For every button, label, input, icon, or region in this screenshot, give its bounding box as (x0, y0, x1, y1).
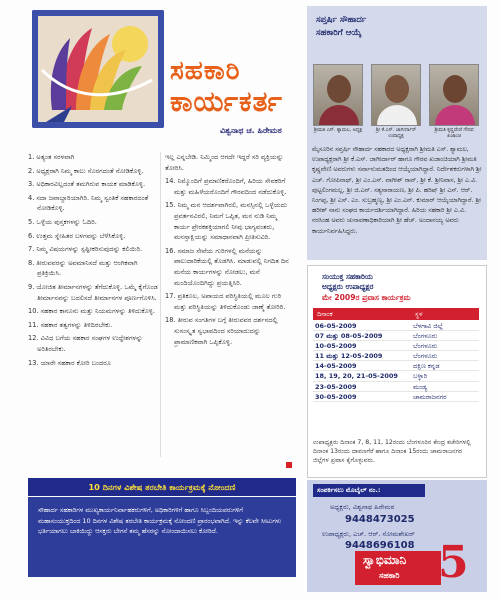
schedule-heading-line-2: ಅಧ್ಯಕ್ಷರು ಉಪಾಧ್ಯಕ್ಷರ (322, 282, 374, 291)
list-item: 18. ತೀರುವ ಸಂಗತಿಗಳ ಬಗ್ಗೆ ತೀರುವವರ ದರ್ಶನದಲ್ಲಿ ಸುಸಂಸ್ಕೃತ ಸ್ವಭಾವದಿಂದ ಸರಿಯಾದುದನ್ನು ಪ್ರಾಮಾಣಿಕವಾಗಿ ಒಪ್ಪಿಕೊಳ್ಳಿ. (165, 316, 278, 346)
list-item: 17. ಪ್ರತಿಕೂಲ, ಅಪಾಯದ ಪರಿಸ್ಥಿತಿಯಲ್ಲಿ ಮೂಲ ಗುರಿ ಮತ್ತು ಪರಿಸ್ಥಿತಿಯನ್ನು ತಿಳಿದುಕೊಂಡು ಜಾಣ್ಮೆ ತೋರಿರಿ. (165, 292, 286, 311)
schedule-heading (322, 272, 373, 292)
schedule-table-header (313, 308, 479, 320)
contact-person-1: ಅಧ್ಯಕ್ಷರು, ವಿಶ್ವನಾಥ ಹಿರೇಮಠ (330, 503, 395, 511)
article-title (170, 58, 283, 116)
continued-text: ಇಲ್ಲ ಎನ್ನಬೇಡಿ. ನಿಮ್ಮಿಂದ ಆಗದೇ ಇದ್ದರೆ ಸರಿ ವ್ಯಕ್ತಿಯನ್ನು ತೋರಿಸಿ. (165, 153, 284, 172)
panel-title-line-2: ಸಹಕಾರಿಗೆ ಆಯ್ಕೆ (316, 28, 362, 38)
list-item: 1. ಅತ್ಯಂತ ಸರಳವಾಗಿ (28, 153, 75, 161)
table-row (313, 392, 479, 402)
contact-label: ಸಂಪರ್ಕಿಸಲು ಮೊಬೈಲ್ ನಂ.: (313, 484, 425, 497)
table-row (313, 331, 479, 341)
panel-title (316, 14, 366, 40)
article-end-marker (286, 462, 292, 468)
header-date: ದಿನಾಂಕ (317, 310, 333, 318)
list-item: 13. ಯಾರೇ ಸಹಕಾರ ಕೋರಿ ಬಂದರೂ (28, 358, 111, 367)
portrait-photo (313, 64, 363, 126)
registration-banner: 10 ದಿನಗಳ ವಿಶೇಷ ತರಬೇತಿ ಕಾರ್ಯಕ್ರಮಕ್ಕೆ ನೋಂದಣಿ (28, 478, 296, 496)
schedule-subheading: ಮೇ 2009ರ ಪ್ರವಾಸ ಕಾರ್ಯಕ್ರಮ (322, 293, 411, 302)
photo-caption: ಶ್ರೀಮತಿ ಎಸ್. ಶ್ಯಾಮಲ, ಅಧ್ಯಕ್ಷ (313, 128, 363, 133)
portrait-body (377, 105, 417, 126)
table-row (313, 351, 479, 361)
schedule-table (313, 321, 479, 402)
list-item: 11. ಸಹಕಾರ ತತ್ವಗಳನ್ನು ತಿಳಿದಿರಬೇಕು. (28, 320, 113, 329)
row-date: 10-05-2009 (315, 342, 357, 351)
column-divider (160, 152, 161, 457)
title-line-2: ಕಾರ್ಯಕರ್ತ (170, 85, 283, 118)
list-item: 4. ಸದಾ ಜವಾಬ್ದಾರಿಯಾಗಿರಿ. ನಿಮ್ಮ ಸ್ವಂತಿಕೆ ಸಹಕಾರದಂತೆ ನೋಡಿಕೊಳ್ಳಿ. (28, 193, 149, 213)
article-column-left (28, 152, 158, 371)
list-item: 8. ತೀರುವವರನ್ನು ಅವಮಾನಿಸದೆ ಮತ್ತು ಆಂಗಿಕವಾಗಿ ಪ್ರತಿಕ್ರಿಯಿಸಿ. (28, 258, 138, 278)
list-item: 3. ಅಧಿಕಾರವಿಲ್ಲದಂತೆ ತಮಗಿರುವ ಕಾಯಕ ಮಾಡಿಕೊಳ್ಳಿ. (28, 180, 146, 189)
list-item: 16. ಸಮಾಜ ಸೇವೆಯ ಗುರಿಗಳಲ್ಲಿ ಮನೆಯನ್ನು ಪಾಲುದಾರಿಕೆಯಲ್ಲಿ ತೊಡಗಿಸಿ. ಮಾಡುವಲ್ಲಿ ನಿಗದಿತ ದಿನ ಮನೆಯ ಕಾರ್ಯಗಳನ್ನು ನೋಡಲು, ಮನೆ ಮಂದಿಯೊಂದಿಗಿದ್ದು ಪ್ರಯತ್ನಿಸಿರಿ. (165, 246, 289, 287)
list-item: 7. ನಿಮ್ಮ ವಿಷಯಗಳನ್ನು ಸ್ಪಷ್ಟೀಕರಿಸುವುದನ್ನು ಕಲಿಯಿರಿ. (28, 245, 143, 254)
list-item: 14. ನಿಮ್ಮೊಂದಿಗೆ ಪ್ರಮಾಣಿಕರೊಂದಿಗೆ, ಹಿರಿಯ ಸೇವಕರಿಗೆ ಮತ್ತು ಮಹಿಳೆಯರೊಂದಿಗೆ ಗೌರವದಿಂದ ನಡೆದುಕೊಳ್ಳಿ. (165, 177, 287, 196)
phone-number-2: 9448696108 (345, 540, 415, 551)
list-item: 10. ಸಹಕಾರ ಕಾನೂನು ಮತ್ತು ನಿಯಮಗಳನ್ನು ತಿಳಿದುಕೊಳ್ಳಿ. (28, 307, 155, 316)
magazine-brand-logo (355, 551, 441, 585)
panel-title-line-1: ಸಪ್ತರ್ಷಿ ಸೌಹಾರ್ದ (316, 15, 367, 25)
list-item: 12. ವಿವಿಧ ಬಗೆಯ ಸಹಕಾರ ಸಂಘಗಳ ಉದ್ದೇಶಗಳನ್ನು ಅರಿತಿರಬೇಕು. (28, 334, 143, 353)
portrait-photo (429, 64, 479, 126)
row-place: ಬೆಂಗಳೂರು (413, 332, 438, 341)
photo-caption: ಶ್ರೀ ಕೆ.ಎಸ್. ಜಾಗೀರ್ದಾರ್ ಉಪಾಧ್ಯಕ್ಷ (375, 128, 417, 139)
row-date: 11 ಮತ್ತು 12-05-2009 (315, 352, 383, 361)
page-number: 5 (438, 537, 469, 588)
cooperative-logo-illustration (32, 10, 164, 128)
row-place: ಚಾಮರಾಜನಗರ (413, 392, 447, 401)
phone-number-1: 9448473025 (345, 514, 415, 525)
list-item: 9. ಯೋಜಿತ ತೀರ್ಮಾನಗಳನ್ನು ತೆಗೆದುಕೊಳ್ಳಿ. ಒಮ್ಮೆ ಕೈಗೊಂಡ ತೀರ್ಮಾನವನ್ನು ಬದಲಿಸದೆ ತೀರ್ಮಾನಗಳ ಪೂರ್ಣಗೊಳಿಸಿ. (28, 282, 158, 302)
list-item: 6. ಉತ್ತಮ ಸ್ನೇಹಿತರ ಬಳಗವನ್ನು ಬೆಳೆಸಿಕೊಳ್ಳಿ. (28, 231, 126, 240)
table-row (313, 361, 479, 371)
portrait-head (327, 75, 351, 103)
table-row (313, 371, 479, 381)
author-byline: ವಿಶ್ವನಾಥ ಚ. ಹಿರೇಮಠ (220, 126, 282, 135)
schedule-heading-line-1: ಸಂಯುಕ್ತ ಸಹಕಾರಿಯ (322, 272, 373, 281)
row-place: ಬೆಳಗಾವಿ ಜಿಲ್ಲೆ (413, 322, 443, 330)
brand-line-1: ಸ್ವಾಭಿಮಾನಿ (363, 553, 407, 567)
row-place: ದಕ್ಷಿಣ ಕನ್ನಡ (413, 362, 440, 371)
row-date: 06-05-2009 (315, 322, 357, 330)
row-place: ಬೆಂಗಳೂರು (413, 342, 438, 351)
brand-line-2: ಸಹಕಾರಿ (379, 570, 400, 580)
row-place: ಬಳ್ಳಾರಿ (413, 372, 428, 381)
logo-art (32, 10, 164, 128)
list-item: 2. ಅಧ್ಯಕ್ಷರಾಗಿ ನಿಮ್ಮ ಕಾಲು ಸೊರಗದಂತೆ ನೋಡಿಕೊಳ್ಳಿ. (28, 166, 144, 175)
table-row (313, 341, 479, 351)
list-item: 5. ಒಳ್ಳೆಯ ಪುಸ್ತಕಗಳನ್ನು ಓದಿರಿ. (28, 217, 97, 226)
row-date: 30-05-2009 (315, 392, 357, 401)
row-place: ಬೆಂಗಳೂರು (413, 352, 438, 361)
table-row (313, 321, 479, 331)
portrait-body (435, 105, 475, 126)
list-item: 15. ನಿಮ್ಮ ಮನ ಆದರ್ಶವಾಗಿರಲಿ, ಮನಸ್ಸಿನಲ್ಲಿ ಒಳ್ಳೆಯದು ಪ್ರವರ್ತನವಿರಲಿ, ನಿಮಗೆ ಒಪ್ಪಿತ, ಮನ ನುಡಿ ನಿಮ್ಮ ಕಾರ್ಯ ಪ್ರೇರಕಶಕ್ತಿಯಾಗಲಿ ನೀವು ಭಾಗ್ಯವಂತರು, ಮನಸ್ಸಾಕ್ಷಿಯನ್ನು ಸಮಾಧಾನವಾಗಿ ಪ್ರೀತಿಸುವಿರಿ. (165, 201, 288, 242)
registration-text: ಸೌಹಾರ್ದ ಸಹಕಾರಿಗಳ ಮುಖ್ಯಕಾರ್ಯನಿರ್ವಾಹಕರುಗಳಿಗೆ, ಅಧಿಕಾರಿಗಳಿಗೆ ಹಾಗೂ ಸಿಬ್ಬಂದಿಯವರುಗಳಿಗೆ ಮಹಾಸಂಯುಕ್ತದಿಂದ 10 ದಿನಗಳ ವಿಶೇಷ ತರಬೇತಿ ಕಾರ್ಯಕ್ರಮಕ್ಕೆ ನೋಂದಣಿ ಪ್ರಾರಂಭವಾಗಿದೆ. ಇನ್ನು ಕೆಲವೇ ಸೀಟುಗಳು ಭರ್ತಿಯಾಗಲು ಬಾಕಿಯಿದ್ದು ಆಸಕ್ತರು ಬೇಗನೆ ತಮ್ಮ ಹೆಸರನ್ನು ನೋಂದಾಯಿಸಲು ಕೋರಿದೆ. (28, 497, 296, 577)
article-column-middle (165, 152, 293, 350)
contact-person-2: ಉಪಾಧ್ಯಕ್ಷರು, ಎಚ್. ಆರ್. ಸೋಮಶೇಖರ್ (322, 530, 415, 538)
title-line-1: ಸಹಕಾರಿ (170, 56, 241, 86)
row-date: 14-05-2009 (315, 362, 357, 371)
portrait-head (385, 75, 409, 103)
row-date: 07 ಮತ್ತು 08-05-2009 (315, 332, 383, 341)
schedule-note: ಉಪಾಧ್ಯಕ್ಷರು ದಿನಾಂಕ 7, 8, 11, 12ರಂದು ಬೆಂಗಳೂರಿನ ಕೇಂದ್ರ ಕಚೇರಿಗಳಲ್ಲಿ ದಿನಾಂಕ 13ರಂದು ದಾವಣಗೆರೆ ಹಾಗೂ ದಿನಾಂಕ 15ರಂದು ಚಾಮರಾಜನಗರ ಜಿಲ್ಲೆಗಳ ಪ್ರವಾಸ ಕೈಗೊಳ್ಳುವರು. (313, 439, 471, 465)
row-date: 18, 19, 20, 21-05-2009 (315, 372, 398, 381)
row-place: ಮಂಡ್ಯ (413, 382, 428, 391)
portrait-body (319, 105, 359, 126)
photo-caption: ಶ್ರೀಮತಿ ಕೃಷ್ಣವೇಣಿ ಗೌರವ ಖಜಾಂಚಿ (434, 128, 474, 139)
portrait-photo (371, 64, 421, 126)
table-row (313, 382, 479, 392)
election-news-text: ಮೈಸೂರಿನ ಸಪ್ತರ್ಷಿ ಸೌಹಾರ್ದ ಸಹಕಾರದ ಅಧ್ಯಕ್ಷರಾಗಿ ಶ್ರೀಮತಿ ಎಸ್. ಶ್ಯಾಮಲ, ಉಪಾಧ್ಯಕ್ಷರಾಗಿ ಶ್ರೀ ಕೆ.ಎಸ್. ಜಾಗೀರ್ದಾರ್ ಹಾಗೂ ಗೌರವ ಖಜಾಂಚಿಯಾಗಿ ಶ್ರೀಮತಿ ಕೃಷ್ಣವೇಣಿ ಅವರುಗಳು ಸರ್ವಾನುಮತದಿಂದ ಆಯ್ಕೆಯಾಗಿದ್ದಾರೆ. ನಿರ್ದೇಶಕರುಗಳಾಗಿ ಶ್ರೀ ಎಚ್. ಗೋಪಿನಾಥ್, ಶ್ರೀ ಎಂ.ಎಸ್. ವಾಗೀಶ್‌ ರಾವ್, ಶ್ರೀ ಕೆ. ಶ್ರೀನಿವಾಸ, ಶ್ರೀ ಎ.ವಿ. ಪುಟ್ಟಲಿಂಗಮಲ್ಲ, ಶ್ರೀ ಜಿ.ಎನ್. ಸತ್ಯನಾರಾಯಣ, ಶ್ರೀ ಪಿ. ಹರಿಷ್‌ ಶ್ರೀ ಎಸ್. ಆರ್. ನಿಂಗಪ್ಪ, ಶ್ರೀ ಎಸ್. ಎಂ. ಸುಬ್ರಹ್ಮಣ್ಯ, ಶ್ರೀ ಎಂ.ಎನ್. ಕುಮಾರ್ ಆಯ್ಕೆಯಾಗಿದ್ದಾರೆ. ಶ್ರೀ ಹರೀಶ್‌ ನಾನು ಸಂಘದ ಕಾರ್ಯದರ್ಶಿಯಾಗಿದ್ದಾರೆ. ಹಿರಿಯ ಸಹಕಾರಿ ಶ್ರೀ ಎ.ವಿ. ನರಸಿಂಹ ಅವರು ಚುನಾವಣಾಧಿಕಾರಿಯಾಗಿ ಶ್ರೀ ಹೆಚ್. ಅಂದಾನಯ್ಯ ಅವರು ಕಾರ್ಯನಿರ್ವಹಿಸಿದ್ದರು. (312, 146, 482, 235)
header-place: ಸ್ಥಳ (415, 310, 423, 318)
portrait-head (443, 75, 467, 103)
row-date: 23-05-2009 (315, 382, 357, 391)
